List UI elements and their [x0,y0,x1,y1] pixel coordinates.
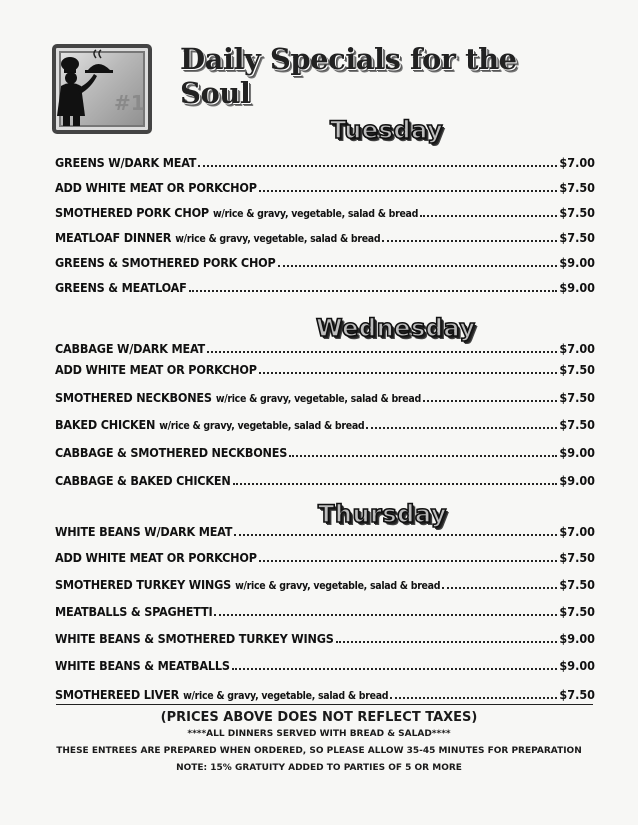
dot-leader [233,483,558,485]
menu-item-name: GREENS & MEATLOAF [55,280,187,295]
dot-leader [336,641,558,643]
menu-item [55,225,595,245]
menu-item [55,572,595,592]
menu-item-price: $7.50 [559,180,595,195]
svg-text:#1: #1 [114,91,145,115]
menu-item [55,682,595,702]
menu-item [55,250,595,270]
chef-logo [52,44,152,134]
menu-item-price: $7.50 [559,390,595,405]
menu-item-name: BAKED CHICKEN [55,417,156,432]
menu-item-price: $7.00 [559,341,595,356]
menu-item-name: WHITE BEANS & SMOTHERED TURKEY WINGS [55,631,334,646]
menu-item-price: $9.00 [559,658,595,673]
divider [56,704,593,705]
dot-leader [423,400,557,402]
menu-item-price: $7.50 [559,604,595,619]
menu-item-name: GREENS W/DARK MEAT [55,155,197,170]
menu-item-name: SMOTHERED NECKBONES [55,390,212,405]
served-with-note: ****ALL DINNERS SERVED WITH BREAD & SALAD**** [187,729,451,739]
dot-leader [289,455,557,457]
day-heading-thursday: Thursday [318,500,447,528]
day-heading-tuesday: Tuesday [330,116,444,144]
menu-item [55,519,595,539]
dot-leader [442,587,557,589]
menu-item-name: CABBAGE & SMOTHERED NECKBONES [55,445,288,460]
dot-leader [382,240,557,242]
menu-item [55,175,595,195]
menu-item-price: $9.00 [559,473,595,488]
menu-item [55,545,595,565]
menu-item-price: $7.50 [559,550,595,565]
dot-leader [366,427,557,429]
menu-item-price: $9.00 [559,631,595,646]
menu-item-description: w/rice & gravy, vegetable, salad & bread [175,233,381,245]
menu-item-price: $9.00 [559,255,595,270]
menu-item [55,150,595,170]
menu-item [55,275,595,295]
dot-leader [214,614,557,616]
menu-item-price: $9.00 [559,445,595,460]
page-title: Daily Specials for the Soul [180,42,517,110]
dot-leader [420,215,557,217]
menu-item-description: w/rice & gravy, vegetable, salad & bread [212,208,419,220]
dot-leader [189,290,558,292]
menu-item-price: $7.50 [559,205,595,220]
menu-item [55,468,595,488]
menu-item-price: $7.00 [559,155,595,170]
menu-item [55,599,595,619]
dot-leader [259,560,558,562]
chef-icon [56,48,148,130]
dot-leader [259,190,558,192]
menu-item [55,336,595,356]
gratuity-note: NOTE: 15% GRATUITY ADDED TO PARTIES OF 5 OR MORE [176,763,462,773]
menu-item-name: MEATBALLS & SPAGHETTI [55,604,213,619]
dot-leader [234,534,557,536]
menu-item-price: $7.50 [559,230,595,245]
menu-item-name: SMOTHERED PORK CHOP [55,205,209,220]
menu-item-description: w/rice & gravy, vegetable, salad & bread [215,393,421,405]
menu-item-description: w/rice & gravy, vegetable, salad & bread [235,580,441,592]
taxes-note: (PRICES ABOVE DOES NOT REFLECT TAXES) [160,710,478,725]
menu-item-name: GREENS & SMOTHERED PORK CHOP [55,255,276,270]
menu-item-name: WHITE BEANS & MEATBALLS [55,658,230,673]
menu-item-price: $7.50 [559,417,595,432]
menu-item-description: w/rice & gravy, vegetable, salad & bread [183,690,389,702]
menu-item [55,357,595,377]
menu-item-name: ADD WHITE MEAT OR PORKCHOP [55,550,257,565]
menu-item [55,200,595,220]
dot-leader [278,265,558,267]
menu-item [55,385,595,405]
prep-time-note: THESE ENTREES ARE PREPARED WHEN ORDERED, SO PLEASE ALLOW 35-45 MINUTES FOR PREPARATION [56,746,582,756]
menu-item-price: $7.50 [559,687,595,702]
dot-leader [390,697,557,699]
menu-item-name: MEATLOAF DINNER [55,230,172,245]
menu-item-price: $7.50 [559,362,595,377]
menu-item-name: WHITE BEANS W/DARK MEAT [55,524,233,539]
dot-leader [207,351,557,353]
dot-leader [259,372,558,374]
menu-item-name: CABBAGE & BAKED CHICKEN [55,473,231,488]
menu-item [55,626,595,646]
menu-item-price: $9.00 [559,280,595,295]
menu-item-name: ADD WHITE MEAT OR PORKCHOP [55,180,257,195]
menu-item-name: SMOTHERED TURKEY WINGS [55,577,232,592]
menu-item-name: CABBAGE W/DARK MEAT [55,341,205,356]
dot-leader [232,668,558,670]
menu-item [55,440,595,460]
menu-item-price: $7.00 [559,524,595,539]
menu-item-name: SMOTHEREED LIVER [55,687,180,702]
day-heading-wednesday: Wednesday [316,314,476,342]
menu-item-description: w/rice & gravy, vegetable, salad & bread [159,420,365,432]
menu-item-name: ADD WHITE MEAT OR PORKCHOP [55,362,257,377]
menu-item-price: $7.50 [559,577,595,592]
dot-leader [198,165,557,167]
menu-item [55,653,595,673]
menu-item [55,412,595,432]
